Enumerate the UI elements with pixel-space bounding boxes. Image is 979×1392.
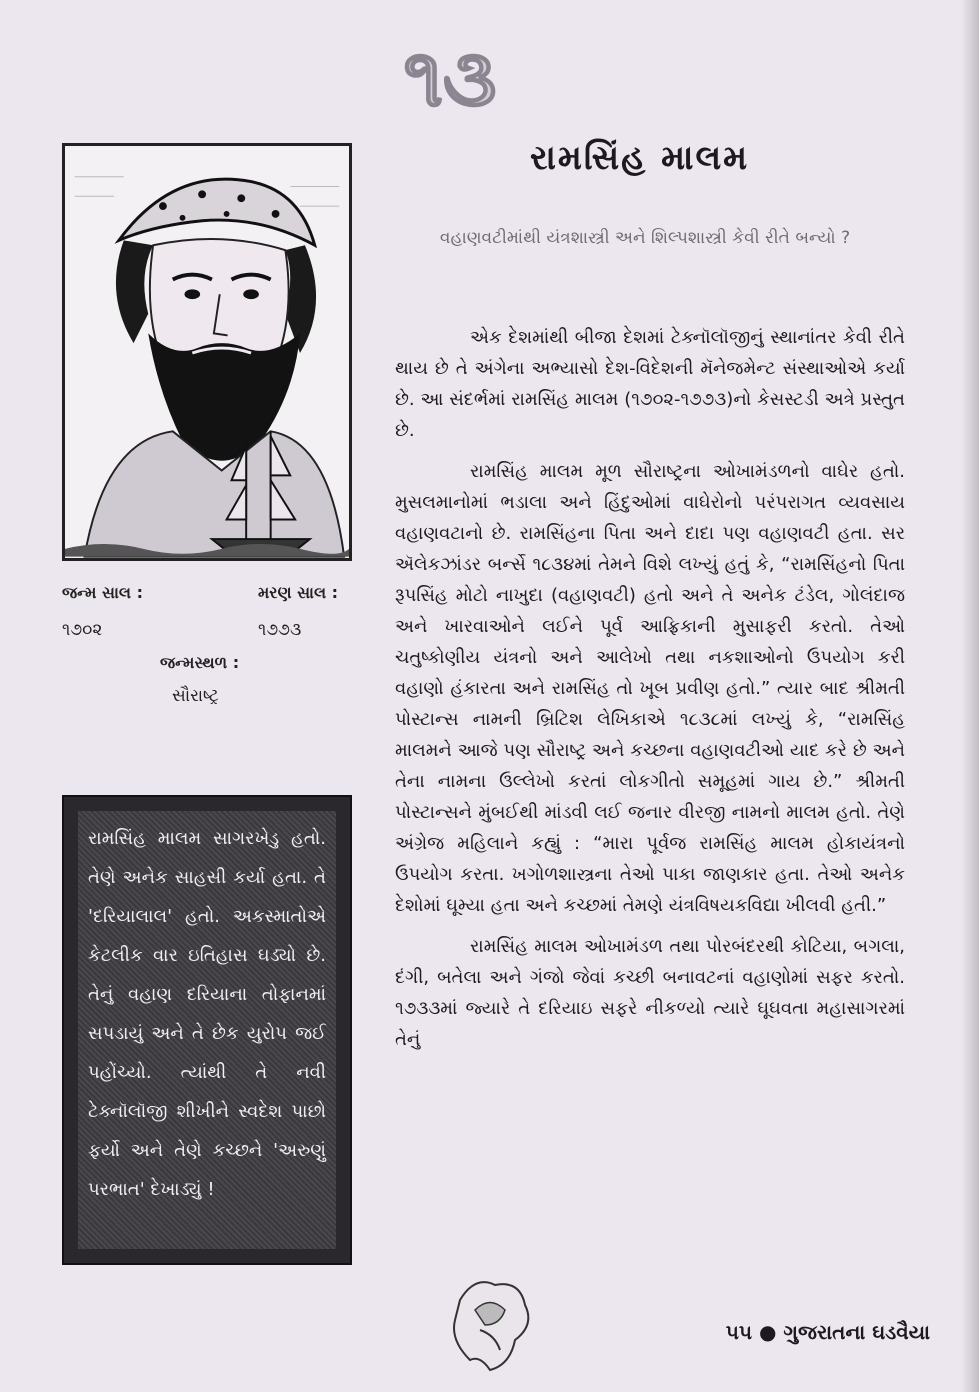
article-paragraph: રામસિંહ માલમ મૂળ સૌરાષ્ટ્રના ઓખામંડળનો વાઘેર હતો. મુસલમાનોમાં ભડાલા અને હિંદુઓમાં વાઘેરોનો પરંપરાગત વ્યવસાય વહાણવટાનો છે. રામસિંહના પિતા અને દાદા પણ વહાણવટી હતા. સર ઍલેકઝાંડર બર્ન્સે ૧૮૩૪માં તેમને વિશે લખ્યું હતું કે, “રામસિંહનો પિતા રૂપસિંહ મોટો નાખુદા (વહાણવટી) હતો અને તે અનેક ટંડેલ, ગોલંદાજ અને ખારવાઓને લઈને પૂર્વ આફ્રિકાની મુસાફરી કરતો. તેઓ ચતુષ્કોણીય યંત્રનો અને આલેખો તથા નકશાઓનો ઉપયોગ કરી વહાણો હંકારતા અને રામસિંહ તો ખૂબ પ્રવીણ હતો.” ત્યાર બાદ શ્રીમતી પોસ્ટાન્સ નામની બ્રિટિશ લેખિકાએ ૧૮૩૮માં લખ્યું કે, “રામસિંહ માલમને આજે પણ સૌરાષ્ટ્ર અને કચ્છના વહાણવટીઓ યાદ કરે છે અને તેના નામના ઉલ્લેખો કરતાં લોકગીતો સમૂહમાં ગાય છે.” શ્રીમતી પોસ્ટાન્સને મુંબઈથી માંડવી લઈ જનાર વીરજી નામનો માલમ હતો. તેણે અંગ્રેજ મહિલાને કહ્યું : “મારા પૂર્વજ રામસિંહ માલમ હોકાયંત્રનો ઉપયોગ કરતા. ખગોળશાસ્ત્રના તેઓ પાકા જાણકાર હતા. તેઓ અનેક દેશોમાં ઘૂમ્યા હતા અને કચ્છમાં તેમણે યંત્રવિષયકવિદ્યા ખીલવી હતી.” xyxy=(395,461,905,916)
map-logo-icon xyxy=(440,1270,540,1375)
death-year-label: મરણ સાલ : xyxy=(258,583,339,602)
page-edge-shadow xyxy=(961,0,979,1392)
chapter-number: ૧૩ xyxy=(403,31,497,124)
highlight-quote-box xyxy=(62,795,352,1265)
birthplace-label: જન્મસ્થળ : xyxy=(160,653,240,672)
chapter-subtitle: વહાણવટીમાંથી યંત્રશાસ્ત્રી અને શિલ્પશાસ્ત્રી કેવી રીતે બન્યો ? xyxy=(439,228,851,248)
birthplace-value: સૌરાષ્ટ્ર xyxy=(172,686,219,706)
article-paragraph: એક દેશમાંથી બીજા દેશમાં ટેક્નૉલૉજીનું સ્થાનાંતર કેવી રીતે થાય છે તે અંગેના અભ્યાસો દેશ-વિદેશની મૅનેજમેન્ટ સંસ્થાઓએ કર્યા છે. આ સંદર્ભમાં રામસિંહ માલમ (૧૭૦૨-૧૭૭૩)નો કેસસ્ટડી અત્રે પ્રસ્તુત છે. xyxy=(395,327,905,441)
death-year-value: ૧૭૭૩ xyxy=(258,620,302,640)
article-paragraph: રામસિંહ માલમ ઓખામંડળ તથા પોરબંદરથી કોટિયા, બગલા, દંગી, બતેલા અને ગંજો જેવાં કચ્છી બનાવટનાં વહાણોમાં સફર કરતો. ૧૭૩૩માં જ્યારે તે દરિયાઇ સફરે નીકળ્યો ત્યારે ઘૂઘવતા મહાસાગરમાં તેનું xyxy=(395,936,905,1050)
page-footer: ૫૫ ● ગુજરાતના ઘડવૈયા xyxy=(725,1320,930,1344)
chapter-title: રામસિંહ માલમ xyxy=(530,138,750,178)
portrait-illustration xyxy=(62,143,352,561)
birth-year-label: જન્મ સાલ : xyxy=(62,583,143,602)
highlight-quote-text: રામસિંહ માલમ સાગરખેડુ હતો. તેણે અનેક સાહસી કર્યા હતા. તે 'દરિયાલાલ' હતો. અકસ્માતોએ કેટલીક વાર ઇતિહાસ ઘડ્યો છે. તેનું વહાણ દરિયાના તોફાનમાં સપડાયું અને તે છેક યુરોપ જઈ પહોંચ્યો. ત્યાંથી તે નવી ટેક્નૉલૉજી શીખીને સ્વદેશ પાછો ફર્યો અને તેણે કચ્છને 'અરુણું પરભાત' દેખાડ્યું ! xyxy=(78,811,336,1249)
birth-year-value: ૧૭૦૨ xyxy=(62,620,103,640)
portrait-icon xyxy=(65,146,349,558)
article-body xyxy=(395,322,905,1292)
